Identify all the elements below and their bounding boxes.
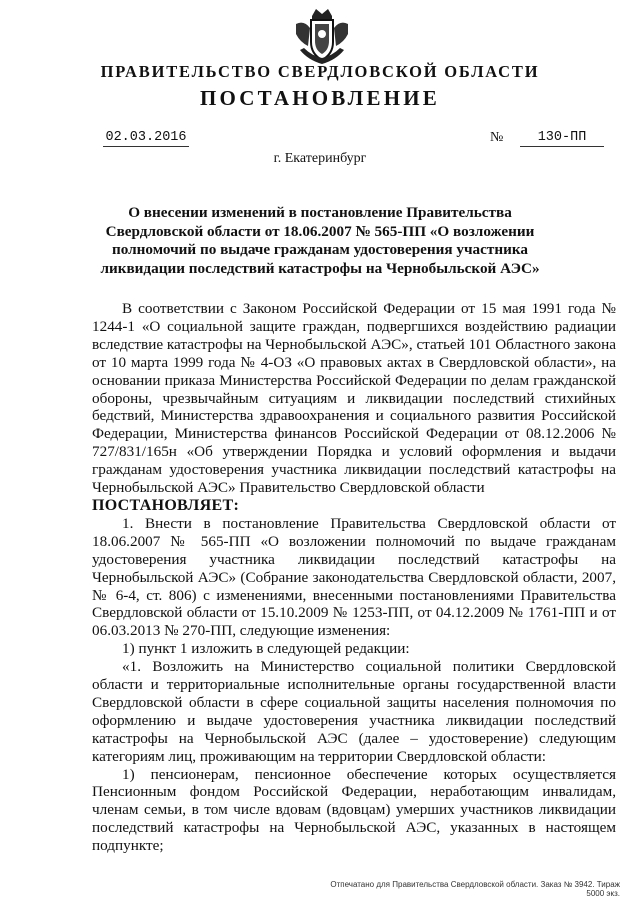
coat-of-arms-icon (290, 6, 354, 68)
subitem-1-paragraph: 1) пункт 1 изложить в следующей редакции: (122, 640, 410, 658)
print-footer: Отпечатано для Правительства Свердловской области. Заказ № 3942. Тираж 5000 экз. (330, 880, 620, 898)
document-subject: О внесении изменений в постановление Правительства Свердловской области от 18.06.2007 № 565-ПП «О возложении полномочий по выдаче гражданам удостоверения участника ликвидации последствий катастрофы на Чернобыльской АЭС» (100, 204, 540, 277)
city: г. Екатеринбург (273, 151, 367, 166)
category-1-paragraph: 1) пенсионерам, пенсионное обеспечение которых осуществляется Пенсионным фондом Российской Федерации, неработающим инвалидам, членам семьи, в том числе вдовам (вдовцам) умерших участников ликвидации последствий катастрофы на Чернобыльской АЭС, указанных в настоящем подпункте; (92, 765, 616, 855)
number-sign: № (490, 130, 504, 145)
document-body (92, 300, 616, 855)
document-number: 130-ПП (520, 130, 604, 147)
item-1-paragraph: 1. Внести в постановление Правительства Свердловской области от 18.06.2007 № 565-ПП «О возложении полномочий по выдаче гражданам удостоверения участника ликвидации последствий катастрофы на Чернобыльской АЭС» (Собрание законодательства Свердловской области, 2007, № 6-4, ст. 806) с изменениями, внесенными постановлениями Правительства Свердловской области от 15.10.2009 № 1253-ПП, от 04.12.2009 № 1761-ПП и от 06.03.2013 № 270-ПП, следующие изменения: (92, 514, 616, 640)
document-type: ПОСТАНОВЛЕНИЕ (199, 86, 441, 110)
decree-heading: ПОСТАНОВЛЯЕТ: (92, 496, 240, 514)
document-date: 02.03.2016 (103, 130, 189, 147)
quoted-point-1-paragraph: «1. Возложить на Министерство социальной политики Свердловской области и территориальные исполнительные органы государственной власти Свердловской области в сфере социальной защиты населения полномочия по оформлению и выдаче удостоверения участника ликвидации последствий катастрофы на Чернобыльской АЭС (далее – удостоверение) следующим категориям лиц, проживающим на территории Свердловской области: (92, 658, 616, 765)
government-name: ПРАВИТЕЛЬСТВО СВЕРДЛОВСКОЙ ОБЛАСТИ (100, 62, 540, 81)
intro-paragraph: В соответствии с Законом Российской Федерации от 15 мая 1991 года № 1244-1 «О социальной защите граждан, подвергшихся воздействию радиации вследствие катастрофы на Чернобыльской АЭС», статьей 101 Областного закона от 10 марта 1999 года № 4-ОЗ «О правовых актах в Свердловской области», на основании приказа Министерства Российской Федерации по делам гражданской обороны, чрезвычайным ситуациям и ликвидации последствий стихийных бедствий, Министерства здравоохранения и социального развития Российской Федерации, Министерства финансов Российской Федерации от 08.12.2006 № 727/831/165н «Об утверждении Порядка и условий оформления и выдачи гражданам удостоверения участника ликвидации последствий катастрофы на Чернобыльской АЭС» Правительство Свердловской области (92, 300, 616, 497)
